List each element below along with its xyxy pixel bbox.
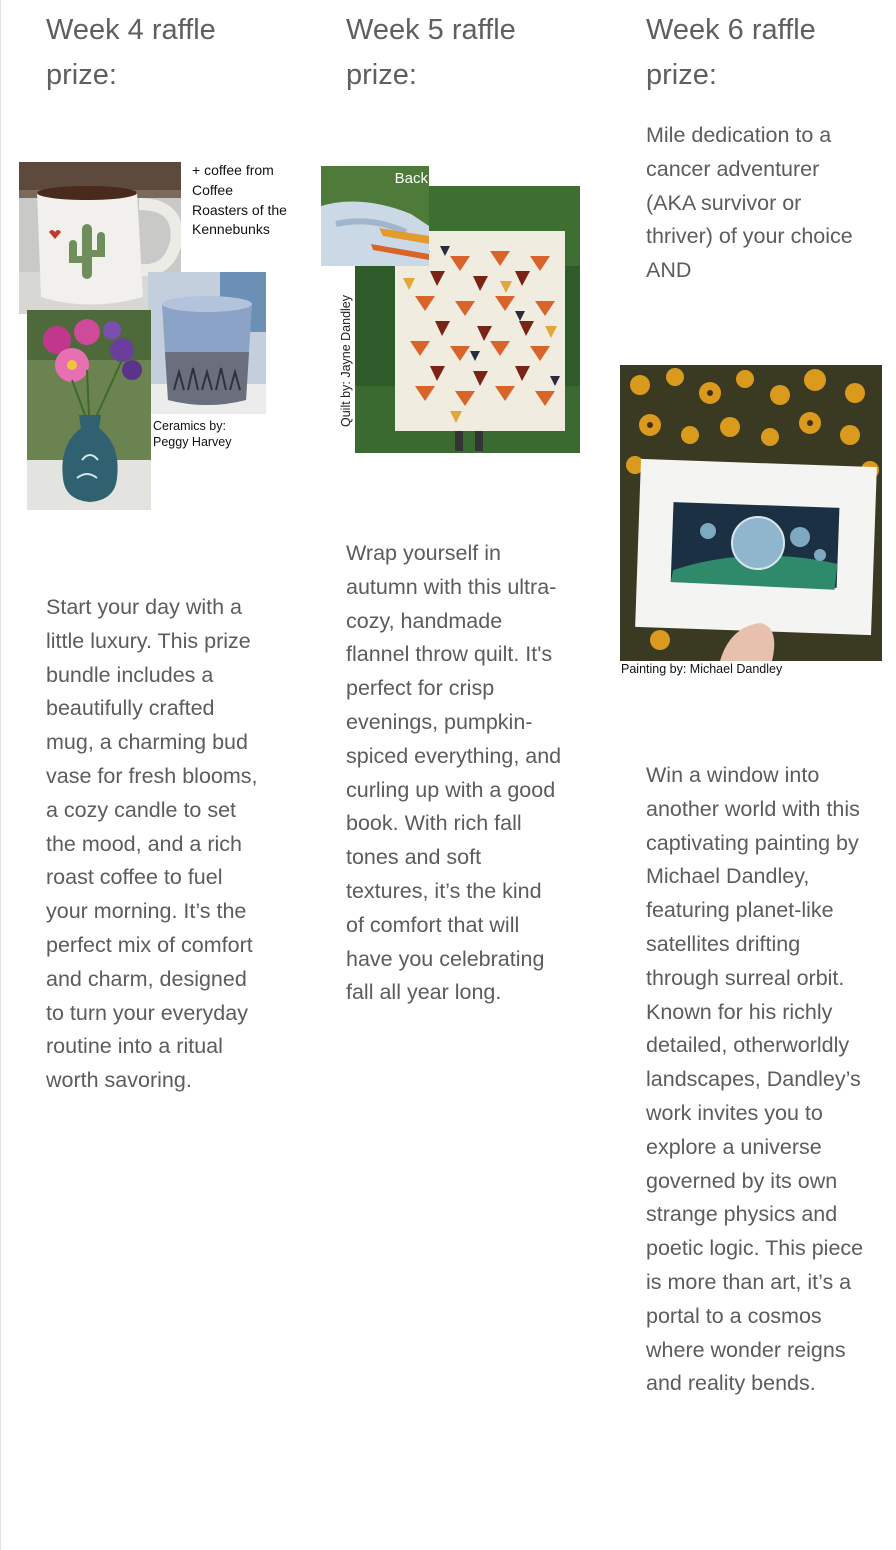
quilt-caption: Quilt by: Jayne Dandley: [339, 294, 353, 427]
week-6-intro: Mile dedication to a cancer adventurer (AKA survivor or thriver) of your choice AND: [646, 123, 853, 283]
week-6-heading: Week 6 raffle prize:: [646, 14, 816, 91]
week-5-description: Wrap yourself in autumn with this ultra-cozy, handmade flannel throw quilt. It's perfect for crisp evenings, pumpkin-spiced everything, and curling up with a good book. With rich fall tones and soft textures, it’s the kind of comfort that will have you celebrating fall all year long.: [346, 541, 562, 1005]
painting-photo: [620, 365, 882, 661]
week-6-prize-column: [600, 0, 896, 1550]
coffee-caption: + coffee from Coffee Roasters of the Kennebunks: [192, 162, 287, 238]
week-4-description: Start your day with a little luxury. This prize bundle includes a beautifully crafted mug, a charming bud vase for fresh blooms, a cozy candle to set the mood, and a rich roast coffee to fuel your morning. It’s the perfect mix of comfort and charm, designed to turn your everyday routine into a ritual worth savoring.: [46, 595, 258, 1093]
week-4-heading: Week 4 raffle prize:: [46, 14, 216, 91]
candle-cup-photo: [148, 272, 266, 414]
ceramics-caption: Ceramics by: Peggy Harvey: [153, 419, 232, 449]
week-5-heading: Week 5 raffle prize:: [346, 14, 516, 91]
quilt-back-label: Back: [394, 170, 428, 187]
week-4-prize-column: [0, 0, 300, 1550]
painting-caption: Painting by: Michael Dandley: [621, 662, 783, 676]
week-6-description: Win a window into another world with this captivating painting by Michael Dandley, featuring planet-like satellites drifting through surreal orbit. Known for his richly detailed, otherworldly landscapes, Dandley’s work invites you to explore a universe governed by its own strange physics and poetic logic. This piece is more than art, it’s a portal to a cosmos where wonder reigns and reality bends.: [646, 763, 864, 1396]
bud-vase-photo: [27, 310, 151, 510]
week-5-prize-column: [300, 0, 600, 1550]
